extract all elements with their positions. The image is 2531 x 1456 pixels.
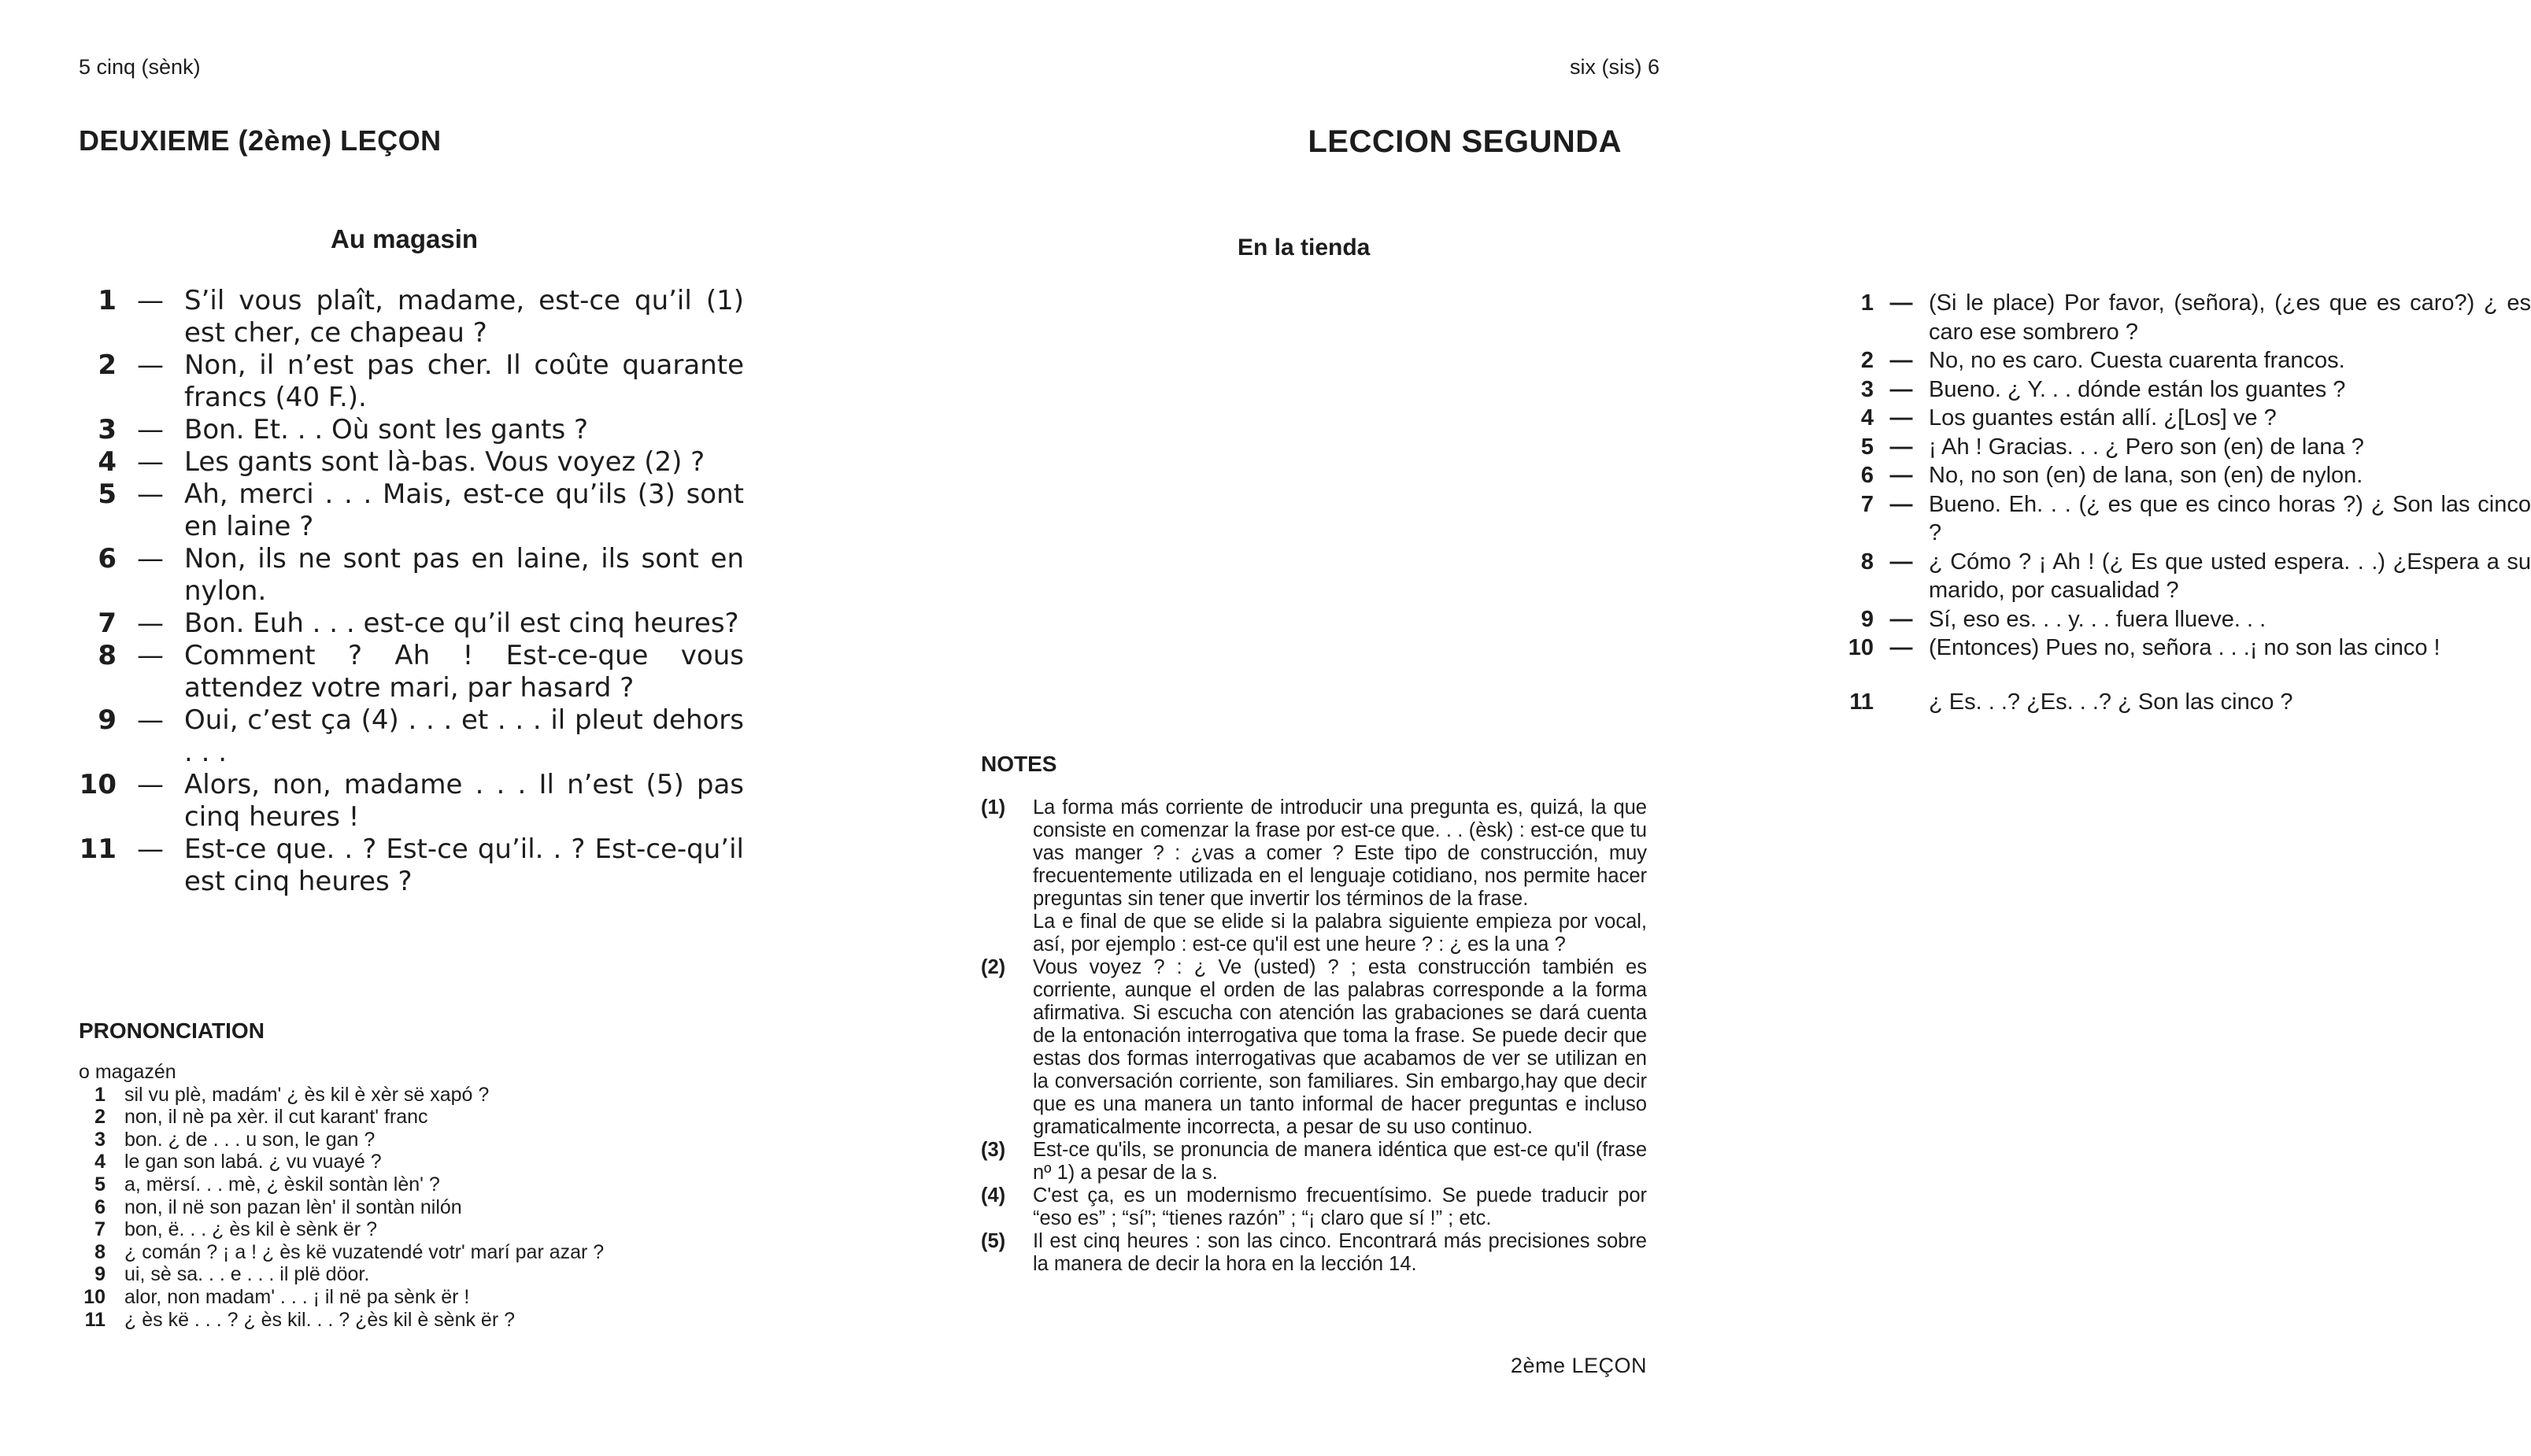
line-number: 3: [98, 414, 117, 445]
line-text: ¿ ès kë . . . ? ¿ ès kil. . . ? ¿ès kil è sènk ër ?: [124, 1308, 515, 1331]
line-text: bon, ë. . . ¿ ès kil è sènk ër ?: [124, 1218, 377, 1241]
note-body: [1033, 956, 1647, 1139]
pronunciation-line: [79, 1151, 787, 1173]
line-text: ¿ Cómo ? ¡ Ah ! (¿ Es que usted espera. . .) ¿Espera a su marido, por casualidad ?: [1929, 549, 2531, 603]
line-dash: —: [137, 446, 164, 478]
dialog-line: [79, 704, 744, 769]
note-number: (1): [981, 796, 1006, 819]
note-body: [1033, 796, 1647, 956]
line-number: 9: [98, 704, 117, 736]
line-dash: —: [1889, 348, 1913, 373]
spanish-dialog: [1842, 289, 2531, 716]
line-number: 11: [84, 1308, 105, 1331]
line-number: 2: [98, 349, 117, 381]
dialog-line: [79, 833, 744, 898]
line-number: 2: [94, 1106, 105, 1129]
notes-heading: NOTES: [981, 752, 1057, 776]
line-text: non, il në son pazan lèn' il sontàn nilón: [124, 1195, 462, 1218]
dialog-line: [1842, 346, 2531, 375]
line-number: 10: [1848, 635, 1874, 660]
dialog-line: [79, 414, 744, 446]
french-dialog-title: Au magasin: [331, 224, 479, 253]
note-body: [1033, 1230, 1647, 1276]
note-item: [981, 1184, 1647, 1230]
line-dash: —: [137, 833, 164, 865]
line-text: Alors, non, madame . . . Il n’est (5) pas cinq heures !: [184, 769, 744, 833]
line-dash: —: [137, 608, 164, 639]
line-text: Bueno. Eh. . . (¿ es que es cinco horas ?) ¿ Son las cinco ?: [1929, 491, 2531, 545]
line-text: sil vu plè, madám' ¿ ès kil è xèr së xapó ?: [124, 1083, 490, 1106]
spanish-lesson-title: LECCION SEGUNDA: [1308, 124, 1622, 159]
pronunciation-block: [79, 1061, 787, 1331]
note-paragraph: La forma más corriente de introducir una pregunta es, quizá, la que consiste en comenzar la frase por est-ce que. . . (èsk) : est-ce que tu vas manger ? : ¿vas a comer ? Este tipo de construcción, muy frecuentemente utilizada en el lenguaje cotidiano, nos permite hacer preguntas sin tener que invertir los términos de la frase.: [1033, 796, 1647, 910]
pronunciation-line: [79, 1286, 787, 1309]
line-dash: —: [137, 640, 164, 671]
line-number: 7: [98, 608, 117, 639]
note-item: [981, 1230, 1647, 1276]
dialog-line: [79, 349, 744, 414]
dialog-line: [79, 769, 744, 833]
line-text: Sí, eso es. . . y. . . fuera llueve. . .: [1929, 606, 2266, 632]
line-dash: —: [1889, 491, 1913, 517]
line-text: ¿ comán ? ¡ a ! ¿ ès kë vuzatendé votr' marí par azar ?: [124, 1240, 605, 1263]
line-text: non, il nè pa xèr. il cut karant' franc: [124, 1106, 428, 1129]
line-text: ¡ Ah ! Gracias. . . ¿ Pero son (en) de lana ?: [1929, 434, 2364, 460]
spanish-dialog-title: En la tienda: [1238, 235, 1371, 261]
line-number: 8: [94, 1240, 105, 1263]
line-number: 6: [98, 543, 117, 575]
line-text: Bon. Et. . . Où sont les gants ?: [184, 414, 589, 445]
line-dash: —: [1889, 463, 1913, 488]
line-number: 1: [94, 1083, 105, 1106]
note-body: [1033, 1139, 1647, 1184]
note-item: [981, 956, 1647, 1139]
line-text: le gan son labá. ¿ vu vuayé ?: [124, 1151, 382, 1173]
line-dash: —: [1889, 549, 1913, 575]
note-paragraph: C'est ça, es un modernismo frecuentísimo. Se puede traducir por “eso es” ; “sí”; “tienes razón” ; “¡ claro que sí !” ; etc.: [1033, 1184, 1647, 1229]
dialog-line: [79, 543, 744, 608]
note-paragraph: Il est cinq heures : son las cinco. Encontrará más precisiones sobre la manera de decir la hora en la lección 14.: [1033, 1230, 1647, 1275]
line-text: bon. ¿ de . . . u son, le gan ?: [124, 1128, 376, 1151]
line-dash: —: [137, 479, 164, 510]
note-item: [981, 796, 1647, 956]
dialog-line: [1842, 634, 2531, 663]
pronunciation-list: [79, 1084, 787, 1332]
line-number: 5: [1860, 434, 1874, 460]
line-number: 5: [98, 479, 117, 510]
pronunciation-line: [79, 1106, 787, 1129]
note-number: (3): [981, 1139, 1006, 1161]
line-dash: —: [137, 704, 164, 736]
line-text: Oui, c’est ça (4) . . . et . . . il pleut dehors . . .: [184, 704, 744, 768]
line-text: Non, ils ne sont pas en laine, ils sont en nylon.: [184, 543, 744, 607]
line-number: 11: [1849, 689, 1874, 715]
line-number: 10: [79, 769, 117, 800]
notes-list: [981, 796, 1647, 1276]
line-number: 5: [94, 1173, 105, 1195]
line-dash: —: [137, 349, 164, 381]
dialog-line: [1842, 605, 2531, 634]
line-text: Est-ce que. . ? Est-ce qu’il. . ? Est-ce-qu’il est cinq heures ?: [184, 833, 744, 897]
line-dash: —: [1889, 635, 1913, 660]
line-dash: —: [1889, 405, 1913, 431]
dialog-line: [1842, 404, 2531, 433]
line-number: 1: [1860, 290, 1874, 316]
line-number: 4: [1860, 405, 1874, 431]
line-text: Los guantes están allí. ¿[Los] ve ?: [1929, 405, 2277, 431]
line-number: 8: [1860, 549, 1874, 575]
line-text: alor, non madam' . . . ¡ il në pa sènk ër !: [124, 1285, 470, 1308]
line-text: ¿ Es. . .? ¿Es. . .? ¿ Son las cinco ?: [1929, 689, 2293, 715]
line-text: No, no son (en) de lana, son (en) de nylon.: [1929, 463, 2363, 488]
line-number: 9: [1860, 606, 1874, 632]
dialog-line: [1842, 289, 2531, 346]
line-number: 9: [94, 1263, 105, 1286]
line-dash: —: [137, 769, 164, 800]
line-number: 3: [1860, 376, 1874, 402]
line-dash: —: [137, 414, 164, 445]
left-page-number: 5 cinq (sènk): [79, 55, 201, 79]
dialog-line: [1842, 548, 2531, 605]
note-paragraph: Vous voyez ? : ¿ Ve (usted) ? ; esta construcción también es corriente, aunque el orden de las palabras corresponde a la forma afirmativa. Si escucha con atención las grabaciones se dará cuenta de la entonación interrogativa que toma la frase. Se puede decir que estas dos formas interrogativas que acabamos de ver se utilizan en la conversación corriente, son familiares. Sin embargo,hay que decir que es una manera un tanto informal de hacer preguntas e incluso gramaticalmente incorrecta, a pesar de su uso continuo.: [1033, 956, 1647, 1138]
line-dash: —: [137, 543, 164, 575]
line-text: (Entonces) Pues no, señora . . .¡ no son las cinco !: [1929, 635, 2440, 660]
line-number: 7: [1860, 491, 1874, 517]
pronunciation-line: [79, 1173, 787, 1196]
pronunciation-line: [79, 1241, 787, 1264]
line-text: (Si le place) Por favor, (señora), (¿es que es caro?) ¿ es caro ese sombrero ?: [1929, 290, 2531, 345]
line-number: 6: [94, 1195, 105, 1218]
line-number: 11: [79, 833, 117, 865]
line-text: Comment ? Ah ! Est-ce-que vous attendez votre mari, par hasard ?: [184, 640, 744, 704]
french-dialog: [79, 285, 744, 898]
line-number: 10: [83, 1285, 105, 1308]
note-number: (5): [981, 1230, 1006, 1252]
dialog-line: [79, 446, 744, 479]
line-dash: —: [1889, 606, 1913, 632]
line-dash: —: [1889, 376, 1913, 402]
note-number: (2): [981, 956, 1006, 978]
line-text: Bon. Euh . . . est-ce qu’il est cinq heures?: [184, 608, 739, 639]
line-number: 1: [98, 285, 117, 316]
line-text: No, no es caro. Cuesta cuarenta francos.: [1929, 348, 2345, 373]
pronunciation-heading: PRONONCIATION: [79, 1018, 265, 1043]
right-page-number: six (sis) 6: [1570, 55, 1660, 79]
note-paragraph: La e final de que se elide si la palabra siguiente empieza por vocal, así, por ejemplo : est-ce qu'il est une heure ? : ¿ es la una ?: [1033, 911, 1647, 955]
line-text: Bueno. ¿ Y. . . dónde están los guantes ?: [1929, 376, 2346, 402]
dialog-line: [1842, 461, 2531, 490]
dialog-line: [79, 640, 744, 704]
line-text: ui, sè sa. . . e . . . il plë döor.: [124, 1263, 370, 1286]
note-number: (4): [981, 1184, 1006, 1207]
line-text: Ah, merci . . . Mais, est-ce qu’ils (3) sont en laine ?: [184, 479, 744, 542]
dialog-line: [79, 285, 744, 349]
line-number: 8: [98, 640, 117, 671]
pronunciation-line: [79, 1218, 787, 1241]
line-number: 4: [98, 446, 117, 478]
line-text: Les gants sont là-bas. Vous voyez (2) ?: [184, 446, 705, 478]
pronunciation-line: [79, 1196, 787, 1219]
line-text: S’il vous plaît, madame, est-ce qu’il (1) est cher, ce chapeau ?: [184, 285, 744, 349]
line-dash: —: [137, 285, 164, 316]
french-lesson-title: DEUXIEME (2ème) LEÇON: [79, 124, 442, 157]
line-number: 7: [94, 1218, 105, 1241]
pronunciation-line: [79, 1084, 787, 1107]
line-number: 3: [94, 1128, 105, 1151]
left-page: [0, 0, 866, 1456]
line-text: a, mërsí. . . mè, ¿ èskil sontàn lèn' ?: [124, 1173, 440, 1195]
page-footer: 2ème LEÇON: [1510, 1354, 1647, 1377]
line-text: Non, il n’est pas cher. Il coûte quarante francs (40 F.).: [184, 349, 744, 413]
line-dash: —: [1889, 290, 1913, 316]
line-dash: —: [1889, 434, 1913, 460]
dialog-line: [79, 479, 744, 543]
dialog-line: [79, 608, 744, 640]
dialog-line: [1842, 688, 2531, 717]
line-number: 4: [94, 1151, 105, 1173]
pronunciation-title: o magazén: [79, 1061, 176, 1083]
dialog-line: [1842, 375, 2531, 405]
dialog-line: [1842, 490, 2531, 548]
dialog-line: [1842, 433, 2531, 462]
line-number: 2: [1860, 348, 1874, 373]
pronunciation-line: [79, 1309, 787, 1332]
pronunciation-line: [79, 1263, 787, 1286]
line-number: 6: [1860, 463, 1874, 488]
note-body: [1033, 1184, 1647, 1230]
note-paragraph: Est-ce qu'ils, se pronuncia de manera idéntica que est-ce qu'il (frase nº 1) a pesar de la s.: [1033, 1139, 1647, 1184]
note-item: [981, 1139, 1647, 1184]
pronunciation-line: [79, 1129, 787, 1151]
